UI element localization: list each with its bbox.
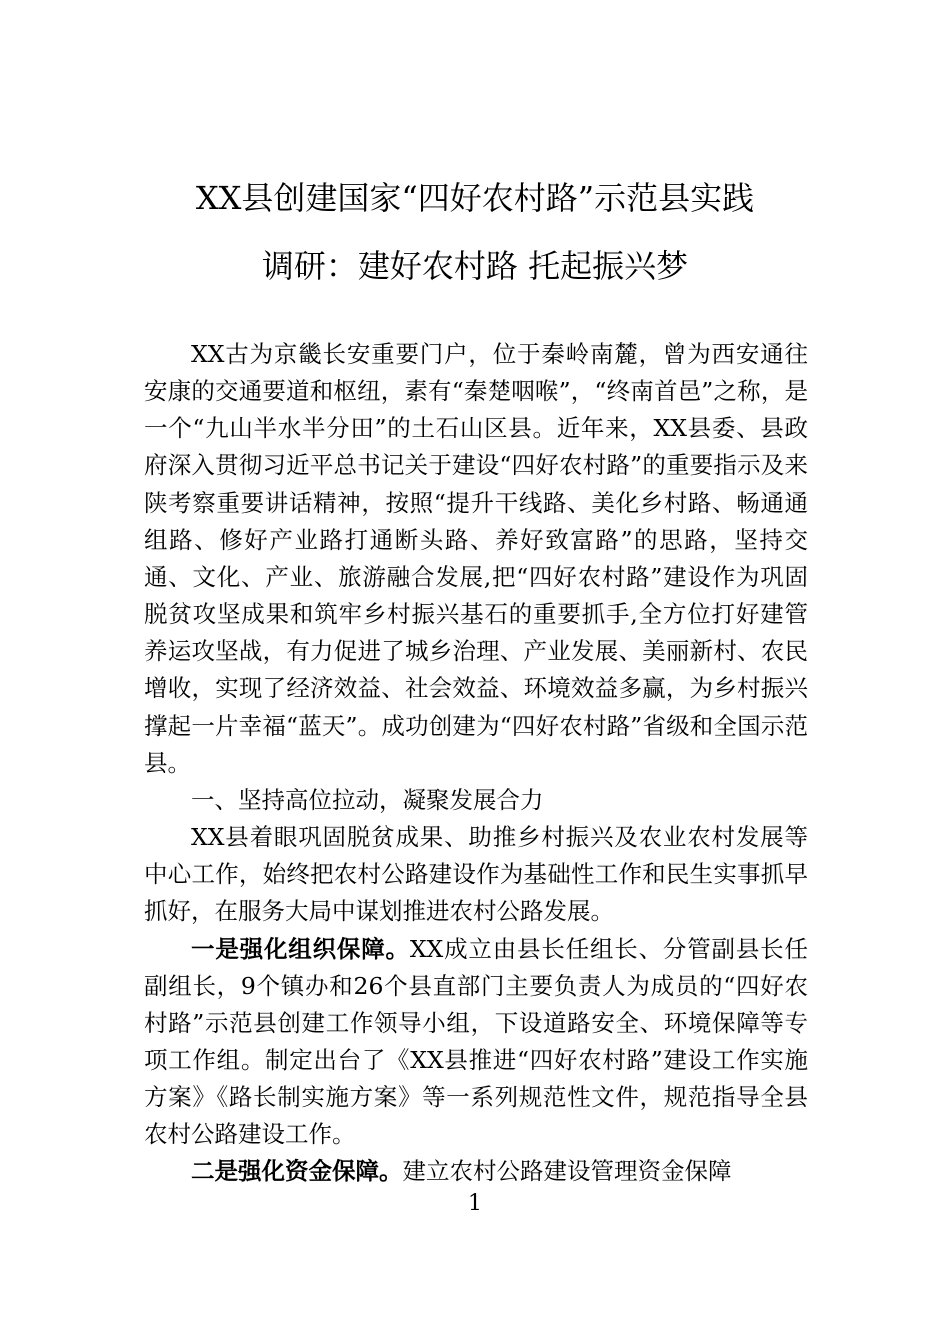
document-title-line-2: 调研：建好农村路 托起振兴梦 — [261, 247, 689, 285]
paragraph-lead-bold: 二是强化资金保障。 — [191, 1157, 403, 1186]
paragraph-text: 建立农村公路建设管理资金保障 — [402, 1157, 732, 1186]
page-number: 1 — [468, 1191, 482, 1216]
paragraph-text: XX古为京畿长安重要门户，位于秦岭南麓，曾为西安通往安康的交通要道和枢纽，素有“秦楚咽喉”，“终南首邑”之称，是一个“九山半水半分田”的土石山区县。近年来，XX县委、县政府深入贯彻习近平总书记关于建设“四好农村路”的重要指示及来陕考察重要讲话精神，按照“提升干线路、美化乡村路、畅通通组路、修好产业路打通断头路、养好致富路”的思路，坚持交通、文化、产业、旅游融合发展,把“四好农村路”建设作为巩固脱贫攻坚成果和筑牢乡村振兴基石的重要抓手,全方位打好建管养运攻坚战，有力促进了城乡治理、产业发展、美丽新村、农民增收，实现了经济效益、社会效益、环境效益多赢，为乡村振兴撑起一片幸福“蓝天”。成功创建为“四好农村路”省级和全国示范县。 — [144, 340, 808, 777]
paragraph-text: XX成立由县长任组长、分管副县长任副组长，9个镇办和26个县直部门主要负责人为成员的“四好农村路”示范县创建工作领导小组，下设道路安全、环境保障等专项工作组。制定出台了《XX县推进“四好农村路”建设工作实施方案》《路长制实施方案》等一系列规范性文件，规范指导全县农村公路建设工作。 — [144, 934, 808, 1149]
section-heading-1 — [144, 782, 808, 819]
paragraph-lead-bold: 一是强化组织保障。 — [191, 934, 410, 963]
paragraph-funding — [144, 1153, 808, 1190]
paragraph-section-1 — [144, 819, 808, 930]
paragraph-organization — [144, 931, 808, 1154]
section-heading-text: 一、坚持高位拉动，凝聚发展合力 — [191, 785, 544, 814]
document-body — [144, 336, 808, 1191]
document-title-line-1: XX县创建国家“四好农村路”示范县实践 — [195, 179, 755, 217]
paragraph-text: XX县着眼巩固脱贫成果、助推乡村振兴及农业农村发展等中心工作，始终把农村公路建设作为基础性工作和民生实事抓早抓好，在服务大局中谋划推进农村公路发展。 — [144, 823, 808, 926]
paragraph-intro — [144, 336, 808, 782]
